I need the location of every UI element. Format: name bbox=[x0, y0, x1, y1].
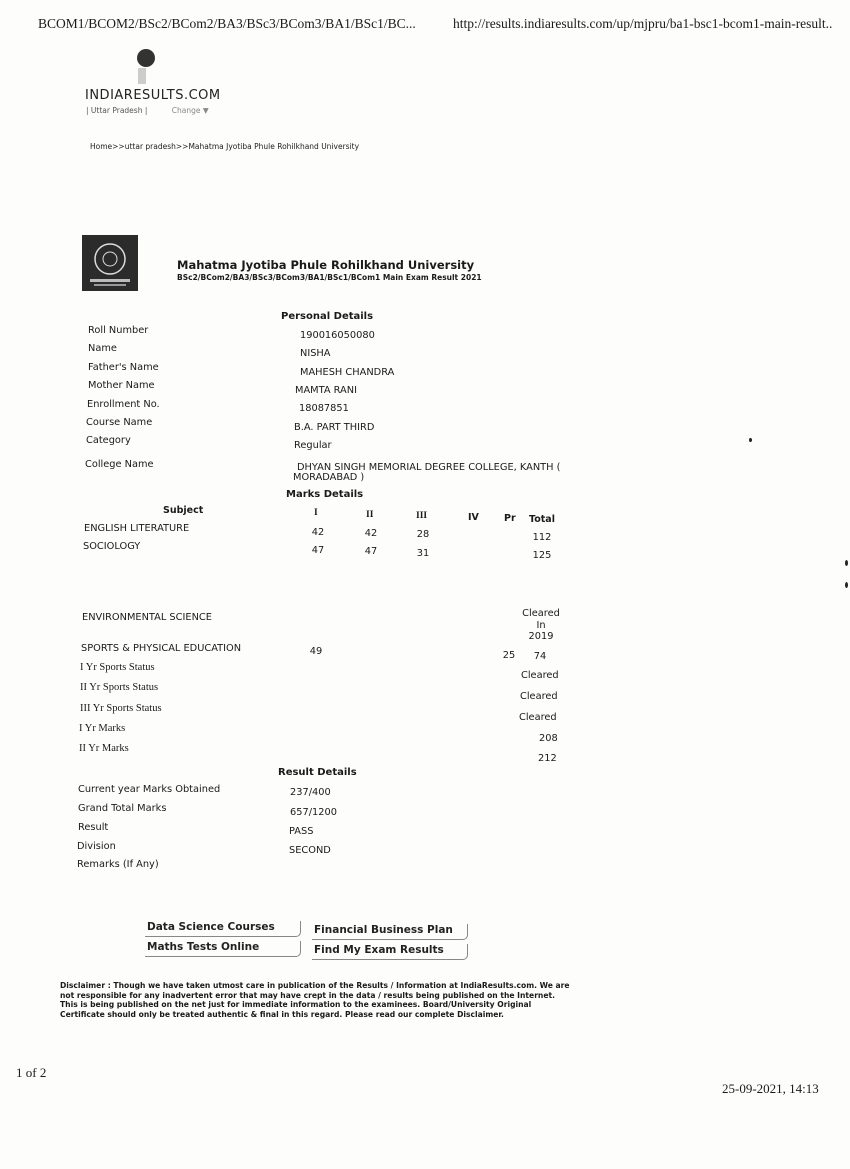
english-paper-i: 42 bbox=[311, 527, 325, 538]
college-name-value-cont: MORADABAD ) bbox=[293, 472, 365, 483]
scan-speck bbox=[845, 582, 848, 588]
site-logo-icon bbox=[135, 48, 157, 86]
subject-environmental-science: ENVIRONMENTAL SCIENCE bbox=[82, 612, 212, 623]
print-page-title: BCOM1/BCOM2/BSc2/BCom2/BA3/BSc3/BCom3/BA1/BSc1/BC... bbox=[38, 16, 416, 31]
env-status-line2: In bbox=[536, 620, 546, 631]
ii-yr-marks-label: II Yr Marks bbox=[79, 743, 129, 754]
name-label: Name bbox=[88, 343, 117, 354]
subject-english-literature: ENGLISH LITERATURE bbox=[84, 523, 190, 534]
subject-sports-physical-education: SPORTS & PHYSICAL EDUCATION bbox=[81, 643, 242, 654]
subject-sociology: SOCIOLOGY bbox=[83, 541, 141, 552]
grand-total-label: Grand Total Marks bbox=[78, 803, 167, 814]
subject-column-header: Subject bbox=[163, 505, 204, 516]
remarks-label: Remarks (If Any) bbox=[77, 859, 159, 870]
personal-details-heading: Personal Details bbox=[281, 311, 374, 322]
site-brand[interactable]: INDIARESULTS.COM bbox=[85, 88, 221, 103]
course-name-label: Course Name bbox=[86, 417, 153, 428]
col-iv-header: IV bbox=[468, 512, 479, 523]
region-selector[interactable] bbox=[86, 106, 209, 115]
ii-yr-sports-status-label: II Yr Sports Status bbox=[80, 682, 159, 693]
env-status-line1: Cleared bbox=[522, 608, 560, 619]
scan-speck bbox=[749, 438, 752, 442]
university-logo bbox=[82, 235, 138, 291]
iii-yr-sports-status-value: Cleared bbox=[519, 712, 557, 723]
course-name-value: B.A. PART THIRD bbox=[294, 422, 375, 433]
name-value: NISHA bbox=[300, 348, 331, 359]
english-paper-ii: 42 bbox=[364, 528, 378, 539]
roll-number-label: Roll Number bbox=[88, 325, 149, 336]
region-label: | Uttar Pradesh | bbox=[86, 106, 148, 115]
disclaimer-text: Disclaimer : Though we have taken utmost care in publication of the Results / Information at IndiaResults.com. We are not responsible for any inadvertent error that may have crept in the data / results being published on the Internet. This is being published on the net just for immediate information to the examinees. Board/University Original Certificate should only be treated authentic & final in this regard. Please read our complete Disclaimer. bbox=[60, 981, 570, 1019]
fathers-name-label: Father's Name bbox=[88, 362, 159, 373]
result-details-heading: Result Details bbox=[278, 767, 357, 778]
i-yr-sports-status-label: I Yr Sports Status bbox=[80, 662, 155, 673]
mother-name-label: Mother Name bbox=[88, 380, 155, 391]
university-emblem-icon bbox=[82, 235, 138, 291]
mother-name-value: MAMTA RANI bbox=[295, 385, 357, 396]
find-my-exam-results-link[interactable]: Find My Exam Results bbox=[312, 944, 468, 960]
ii-yr-marks-value: 212 bbox=[538, 753, 557, 764]
category-value: Regular bbox=[294, 440, 332, 451]
division-label: Division bbox=[77, 841, 116, 852]
col-i-header: I bbox=[314, 508, 318, 518]
sociology-paper-i: 47 bbox=[311, 545, 325, 556]
col-total-header: Total bbox=[529, 514, 555, 525]
page-number: 1 of 2 bbox=[16, 1065, 47, 1080]
fathers-name-value: MAHESH CHANDRA bbox=[300, 367, 395, 378]
division-value: SECOND bbox=[289, 845, 331, 856]
breadcrumb[interactable]: Home>>uttar pradesh>>Mahatma Jyotiba Phule Rohilkhand University bbox=[90, 142, 360, 151]
roll-number-value: 190016050080 bbox=[300, 330, 375, 341]
financial-business-plan-link[interactable]: Financial Business Plan bbox=[312, 924, 468, 940]
result-value: PASS bbox=[289, 826, 314, 837]
i-yr-marks-value: 208 bbox=[539, 733, 558, 744]
category-label: Category bbox=[86, 435, 131, 446]
result-label: Result bbox=[78, 822, 109, 833]
env-status-line3: 2019 bbox=[528, 631, 554, 642]
ii-yr-sports-status-value: Cleared bbox=[520, 691, 558, 702]
col-ii-header: II bbox=[366, 510, 374, 520]
university-name: Mahatma Jyotiba Phule Rohilkhand University bbox=[177, 258, 475, 272]
sociology-paper-iii: 31 bbox=[416, 548, 430, 559]
current-year-marks-label: Current year Marks Obtained bbox=[78, 784, 221, 795]
college-name-label: College Name bbox=[85, 459, 154, 470]
print-datetime: 25-09-2021, 14:13 bbox=[722, 1081, 819, 1096]
college-name-value: DHYAN SINGH MEMORIAL DEGREE COLLEGE, KANTH ( bbox=[297, 462, 561, 473]
sports-practical: 25 bbox=[502, 650, 516, 661]
marks-details-heading: Marks Details bbox=[286, 489, 364, 500]
english-paper-iii: 28 bbox=[416, 529, 430, 540]
change-region-link[interactable]: Change ▼ bbox=[171, 106, 209, 115]
data-science-courses-link[interactable]: Data Science Courses bbox=[145, 921, 301, 937]
scan-speck bbox=[845, 560, 848, 566]
iii-yr-sports-status-label: III Yr Sports Status bbox=[80, 703, 162, 714]
print-page-url: http://results.indiaresults.com/up/mjpru/ba1-bsc1-bcom1-main-result.. bbox=[453, 16, 833, 31]
exam-title: BSc2/BCom2/BA3/BSc3/BCom3/BA1/BSc1/BCom1 Main Exam Result 2021 bbox=[177, 273, 482, 282]
grand-total-value: 657/1200 bbox=[290, 807, 337, 818]
col-pr-header: Pr bbox=[504, 513, 516, 524]
i-yr-marks-label: I Yr Marks bbox=[79, 723, 126, 734]
maths-tests-online-link[interactable]: Maths Tests Online bbox=[145, 941, 301, 957]
col-iii-header: III bbox=[416, 511, 428, 521]
sociology-paper-ii: 47 bbox=[364, 546, 378, 557]
current-year-marks-value: 237/400 bbox=[290, 787, 331, 798]
i-yr-sports-status-value: Cleared bbox=[521, 670, 559, 681]
enrollment-value: 18087851 bbox=[299, 403, 349, 414]
sports-paper-i: 49 bbox=[309, 646, 323, 657]
english-total: 112 bbox=[532, 532, 552, 543]
sociology-total: 125 bbox=[532, 550, 552, 561]
enrollment-label: Enrollment No. bbox=[87, 399, 160, 410]
sports-total: 74 bbox=[533, 651, 547, 662]
